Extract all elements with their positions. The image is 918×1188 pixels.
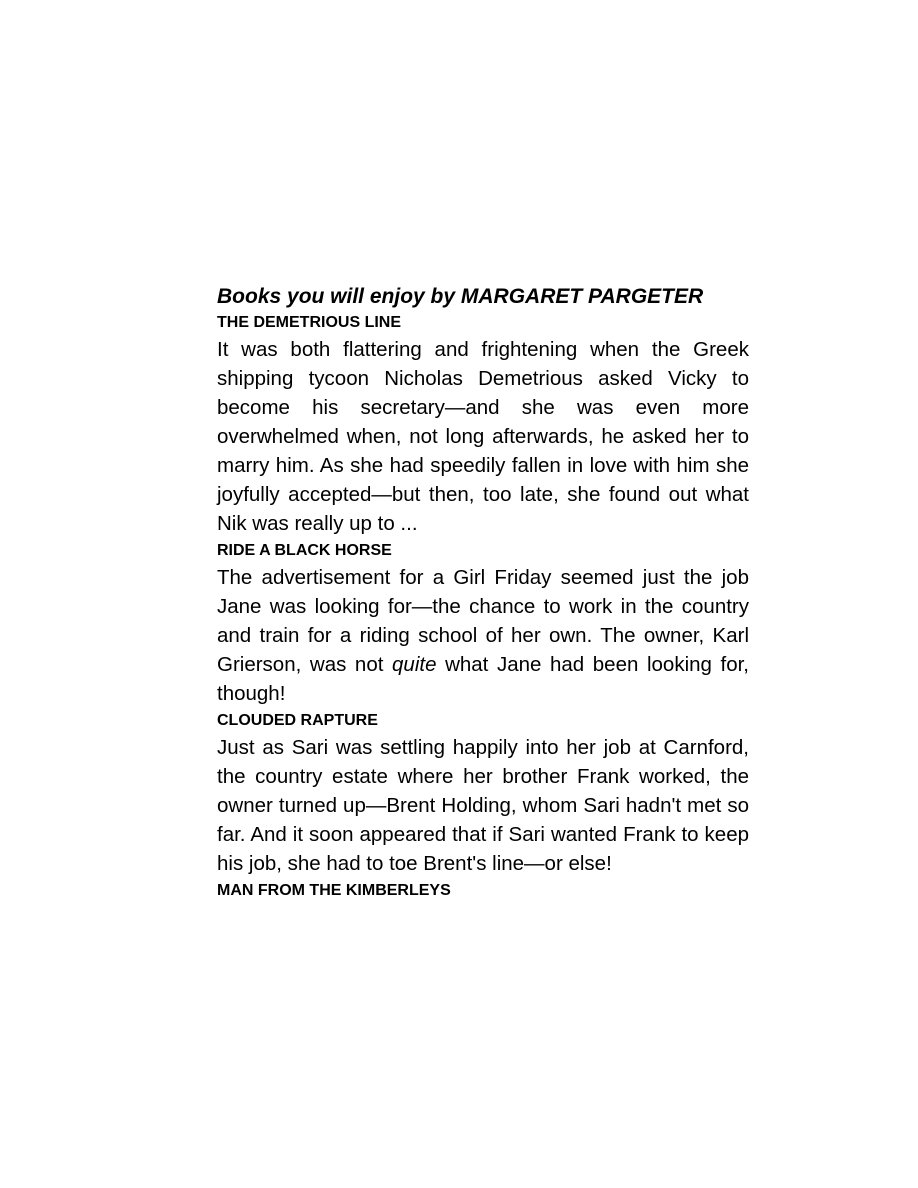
blurb-emphasis: quite [392, 653, 437, 676]
book-blurb-demetrious-line: It was both flattering and frightening when the Greek shipping tycoon Nicholas Demetrious asked Vicky to become his secretary—and she was even more overwhelmed when, not long afterwards, he asked her to marry him. As she had speedily fallen in love with him she joyfully accepted—but then, too late, she found out what Nik was really up to ... [217, 338, 749, 535]
book-title-man-from-the-kimberleys: MAN FROM THE KIMBERLEYS [217, 882, 451, 899]
blurb-text-part: what Jane had been looking for, though! [217, 653, 749, 705]
book-title-clouded-rapture: CLOUDED RAPTURE [217, 712, 378, 729]
book-title-demetrious-line: THE DEMETRIOUS LINE [217, 314, 402, 331]
book-list-page [217, 284, 749, 903]
blurb-text-part: The advertisement for a Girl Friday seemed just the job Jane was looking for—the chance to work in the country and train for a riding school of her own. The owner, Karl Grierson, was not [217, 566, 749, 676]
book-title-ride-a-black-horse: RIDE A BLACK HORSE [217, 542, 392, 559]
book-blurb-clouded-rapture: Just as Sari was settling happily into her job at Carnford, the country estate where her brother Frank worked, the owner turned up—Brent Holding, whom Sari hadn't met so far. And it soon appeared that if Sari wanted Frank to keep his job, she had to toe Brent's line—or else! [217, 736, 749, 875]
book-blurb-ride-a-black-horse [217, 563, 749, 708]
page-heading: Books you will enjoy by MARGARET PARGETER [217, 285, 704, 308]
